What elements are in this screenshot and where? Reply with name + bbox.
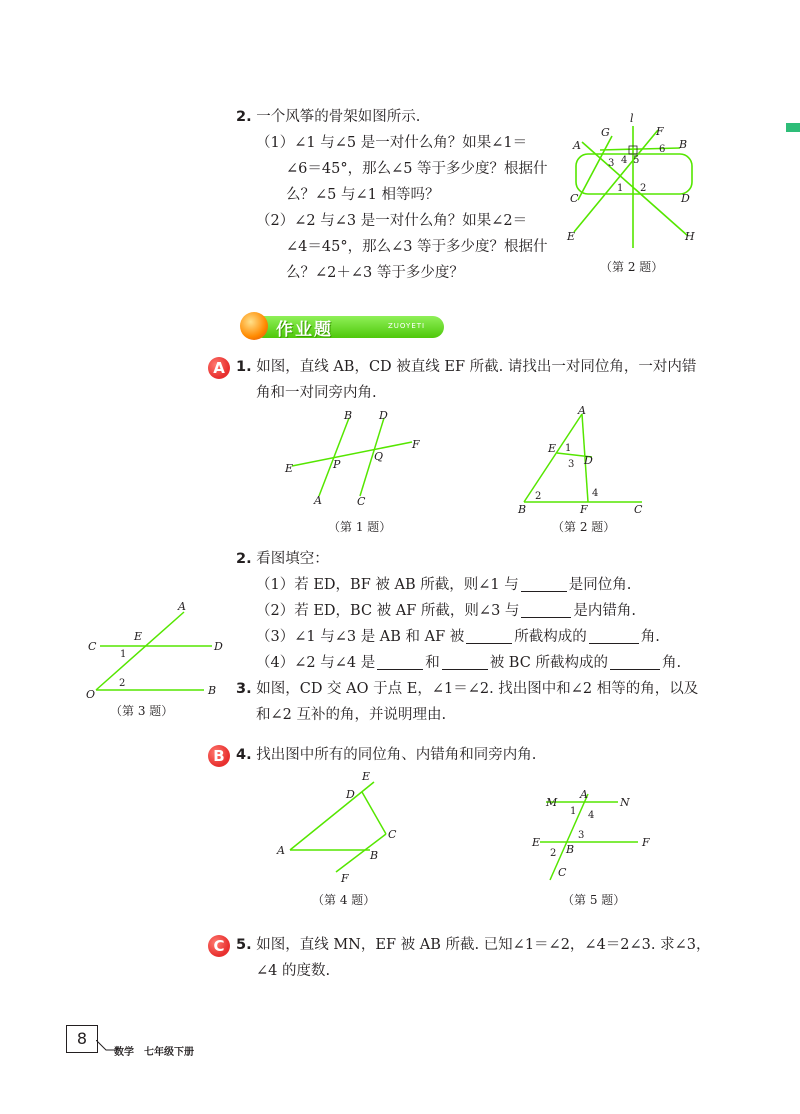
fig5-caption: （第 5 题） — [562, 893, 626, 907]
blank-5[interactable] — [377, 653, 423, 670]
blank-6[interactable] — [442, 653, 488, 670]
kite-caption: （第 2 题） — [600, 260, 664, 274]
fig1-label-C: C — [357, 495, 366, 508]
fig4-caption: （第 4 题） — [312, 893, 376, 907]
fig3-label-O: O — [86, 688, 96, 701]
q5-block — [236, 932, 711, 984]
fig3 — [80, 596, 230, 702]
fig1-label-P: P — [333, 458, 341, 471]
q4-line: 找出图中所有的同位角、内错角和同旁内角. — [256, 747, 537, 763]
kite-label-l: l — [630, 112, 634, 125]
fig4-line-AE — [290, 782, 374, 850]
fig3-label-E: E — [134, 630, 143, 643]
fig4-line-CF — [336, 834, 386, 872]
fig4-label-A: A — [277, 844, 285, 857]
q4-block — [236, 742, 536, 768]
fig3-line-OA — [96, 612, 184, 690]
fig1-label-Q: Q — [374, 450, 384, 463]
fig5 — [526, 786, 666, 886]
prob2-part2-line1: （2）∠2 与∠3 是一对什么角？如果∠2＝ — [256, 213, 528, 229]
fig4-label-F: F — [341, 872, 349, 885]
fig2-label-F: F — [580, 503, 588, 516]
q1-line2: 角和一对同旁内角. — [256, 385, 377, 401]
fig1-label-A: A — [314, 494, 322, 507]
level-c-badge: C — [208, 935, 230, 957]
prob2-block — [236, 104, 548, 286]
page-number-box — [66, 1025, 98, 1053]
fig5-angle-1: 1 — [570, 806, 577, 817]
fig5-label-B: B — [566, 843, 575, 856]
fig5-label-F: F — [642, 836, 650, 849]
fig5-label-A: A — [580, 788, 588, 801]
fig2-caption: （第 2 题） — [552, 520, 616, 534]
level-b-badge: B — [208, 745, 230, 767]
fig2-line-AB — [524, 414, 582, 502]
fig5-angle-3: 3 — [578, 830, 585, 841]
kite-label-D: D — [681, 192, 690, 205]
prob2-part1-line1: （1）∠1 与∠5 是一对什么角？如果∠1＝ — [256, 135, 528, 151]
fig3-angle-2: 2 — [119, 678, 126, 689]
fig5-label-E: E — [532, 836, 541, 849]
prob2-part2-line2: ∠4＝45°，那么∠3 等于多少度？根据什 — [286, 239, 548, 255]
fig5-label-M: M — [546, 796, 558, 809]
fig5-angle-2: 2 — [550, 848, 557, 859]
level-a-badge: A — [208, 357, 230, 379]
kite-angle-2: 2 — [640, 183, 647, 194]
fig3-label-A: A — [178, 600, 186, 613]
q1-line1: 如图，直线 AB，CD 被直线 EF 所截. 请找出一对同位角，一对内错 — [256, 359, 697, 375]
fig4-label-E: E — [362, 770, 371, 783]
fig3-label-C: C — [88, 640, 97, 653]
fig1-label-F: F — [412, 438, 420, 451]
prob2-number: 2. — [236, 109, 252, 125]
fig1-line-AB — [319, 418, 349, 496]
kite-line-GC — [578, 136, 615, 200]
kite-label-E: E — [567, 230, 576, 243]
kite-angle-4: 4 — [621, 155, 628, 166]
fig4-label-D: D — [346, 788, 355, 801]
fig2-angle-2: 2 — [535, 491, 542, 502]
q5-line1: 如图，直线 MN，EF 被 AB 所截. 已知∠1＝∠2，∠4＝2∠3. 求∠3， — [256, 937, 711, 953]
fig2-angle-3: 3 — [568, 459, 575, 470]
kite-angle-5: 5 — [633, 155, 640, 166]
kite-label-A: A — [573, 139, 581, 152]
homework-title: 作业题 — [276, 320, 333, 340]
homework-banner — [240, 312, 446, 340]
fig5-label-C: C — [558, 866, 567, 879]
kite-label-F: F — [656, 125, 664, 138]
q1-number: 1. — [236, 359, 252, 375]
fig5-angle-4: 4 — [588, 810, 595, 821]
q3-block — [236, 676, 698, 728]
kite-angle-6: 6 — [659, 144, 666, 155]
homework-pinyin: ZUOYETI — [388, 322, 426, 330]
fig3-label-D: D — [214, 640, 223, 653]
q2-title: 看图填空： — [256, 551, 329, 567]
fig3-angle-1: 1 — [120, 649, 127, 660]
kite-angle-1: 1 — [617, 183, 624, 194]
fig4-label-C: C — [388, 828, 397, 841]
fig1 — [282, 404, 432, 516]
fig4-label-B: B — [370, 849, 379, 862]
fig5-label-N: N — [620, 796, 630, 809]
page-number: 8 — [76, 1029, 88, 1048]
q2-item1: （1）若 ED，BF 被 AB 所截，则∠1 与 是同位角. — [256, 577, 632, 593]
q2-item2: （2）若 ED，BC 被 AF 所截，则∠3 与 是内错角. — [256, 603, 637, 619]
fig4 — [270, 770, 410, 886]
prob2-part1-line3: 么？∠5 与∠1 相等吗？ — [286, 187, 440, 203]
fig2-label-D: D — [584, 454, 593, 467]
q4-number: 4. — [236, 747, 252, 763]
kite-line-BD — [600, 148, 680, 150]
fig1-caption: （第 1 题） — [328, 520, 392, 534]
q1-block — [236, 354, 696, 406]
fig3-caption: （第 3 题） — [110, 704, 174, 718]
prob2-part2-line3: 么？∠2＋∠3 等于多少度？ — [286, 265, 464, 281]
fig1-label-D: D — [379, 409, 388, 422]
fig2-label-A: A — [578, 404, 586, 417]
prob2-title: 一个风筝的骨架如图所示. — [256, 109, 421, 125]
kite-label-B: B — [679, 138, 688, 151]
side-tab — [786, 123, 800, 132]
fig2-angle-1: 1 — [565, 443, 572, 454]
kite-figure — [560, 108, 720, 256]
fig2-label-E: E — [548, 442, 557, 455]
q2-block — [236, 546, 681, 676]
fig4-line-DC — [362, 792, 386, 834]
q2-item4: （4）∠2 与∠4 是 和 被 BC 所截构成的 角. — [256, 655, 682, 671]
blank-2[interactable] — [521, 601, 571, 618]
kite-label-G: G — [601, 126, 610, 139]
fig2-label-B: B — [518, 503, 527, 516]
kite-angle-3: 3 — [608, 158, 615, 169]
kite-label-H: H — [685, 230, 695, 243]
prob2-part1-line2: ∠6＝45°，那么∠5 等于多少度？根据什 — [286, 161, 548, 177]
q3-line2: 和∠2 互补的角，并说明理由. — [256, 707, 447, 723]
q2-item3: （3）∠1 与∠3 是 AB 和 AF 被 所截构成的 角. — [256, 629, 660, 645]
q3-number: 3. — [236, 681, 252, 697]
q3-line1: 如图，CD 交 AO 于点 E，∠1＝∠2. 找出图中和∠2 相等的角，以及 — [256, 681, 699, 697]
fig2-angle-4: 4 — [592, 488, 599, 499]
kite-label-C: C — [570, 192, 579, 205]
fig1-line-EF — [292, 442, 412, 466]
fig1-label-E: E — [285, 462, 294, 475]
blank-4[interactable] — [589, 627, 639, 644]
blank-1[interactable] — [521, 575, 567, 592]
q5-line2: ∠4 的度数. — [256, 963, 331, 979]
fig2 — [512, 404, 652, 516]
fig2-label-C: C — [634, 503, 643, 516]
blank-3[interactable] — [466, 627, 512, 644]
footer-book-title: 数学 七年级下册 — [114, 1047, 194, 1058]
blank-7[interactable] — [610, 653, 660, 670]
fig1-label-B: B — [344, 409, 353, 422]
q5-number: 5. — [236, 937, 252, 953]
orange-ball-icon — [240, 312, 268, 340]
fig3-label-B: B — [208, 684, 217, 697]
q2-number: 2. — [236, 551, 252, 567]
